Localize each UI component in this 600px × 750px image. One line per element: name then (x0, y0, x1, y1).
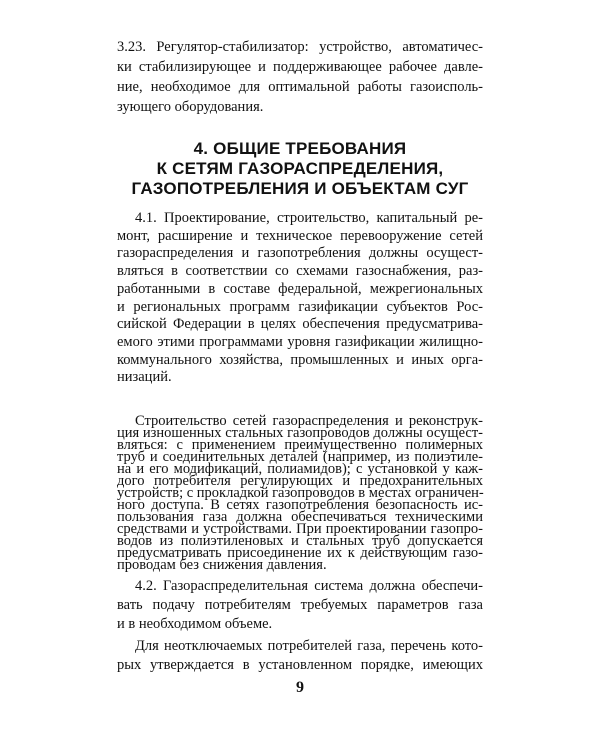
text-line: Строительство сетей газораспределения и реконструк- (135, 413, 483, 429)
text-line: проводам без снижения давления. (117, 557, 327, 573)
heading-line: ГАЗОПОТРЕБЛЕНИЯ И ОБЪЕКТАМ СУГ (131, 179, 469, 198)
page-number: 9 (296, 679, 304, 696)
heading-line: 4. ОБЩИЕ ТРЕБОВАНИЯ (193, 139, 407, 158)
text-line: предусматривать присоединение их к действующим газо- (117, 545, 483, 561)
text-line: Для неотключаемых потребителей газа, перечень кото- (135, 638, 483, 654)
text-line: на и его модификаций, полиамидов); с установкой у каж- (117, 461, 483, 477)
text-line: ного доступа. В сетях газопотребления безопасность ис- (117, 497, 483, 513)
text-line: и в необходимом объеме. (117, 616, 273, 632)
text-line: 3.23. Регулятор-стабилизатор: устройство, автоматичес- (117, 39, 483, 55)
text-line: 4.1. Проектирование, строительство, капитальный ре- (135, 210, 483, 226)
text-line: низаций. (117, 369, 172, 386)
text-line: средствами и устройствами. При проектировании газопро- (117, 521, 483, 537)
text-line: ние, необходимое для оптимальной работы газоисполь- (117, 79, 483, 95)
text-line: монт, расширение и техническое перевооружение сетей (117, 227, 483, 244)
text-line: коммунального хозяйства, промышленных и иных орга- (117, 351, 483, 368)
text-line: вляться: с применением преимущественно полимерных (117, 437, 483, 453)
text-line: и региональных программ газификации субъектов Рос- (117, 298, 483, 315)
text-line: 4.2. Газораспределительная система должна обеспечи- (135, 578, 483, 594)
text-line: водов из полиэтиленовых и стальных труб допускается (117, 533, 483, 549)
text-line: труб и соединительных деталей (например, из полиэтиле- (117, 449, 483, 465)
heading-line: К СЕТЯМ ГАЗОРАСПРЕДЕЛЕНИЯ, (156, 159, 444, 178)
text-line: дого потребителя регулирующих и предохранительных (117, 473, 483, 489)
text-line: вать подачу потребителям требуемых параметров газа (117, 597, 483, 613)
text-line: пользования газа должна обеспечиваться техническими (117, 509, 483, 525)
text-line: зующего оборудования. (117, 99, 264, 115)
text-line: газораспределения и газопотребления должны осущест- (117, 245, 483, 262)
text-line: устройств; с прокладкой газопроводов в местах ограничен- (117, 485, 484, 501)
text-line: ция изношенных стальных газопроводов должны осущест- (117, 425, 483, 441)
text-line: работанными в составе федеральной, межрегиональных (117, 280, 483, 297)
text-line: емого этими программами уровня газификации жилищно- (117, 333, 483, 350)
text-line: рых утверждается в установленном порядке, имеющих (117, 657, 483, 673)
text-line: вляться в соответствии со схемами газоснабжения, раз- (117, 263, 483, 280)
text-line: ки стабилизирующее и поддерживающее рабочее давле- (117, 59, 483, 75)
text-line: сийской Федерации в целях обеспечения предусматрива- (117, 316, 483, 333)
